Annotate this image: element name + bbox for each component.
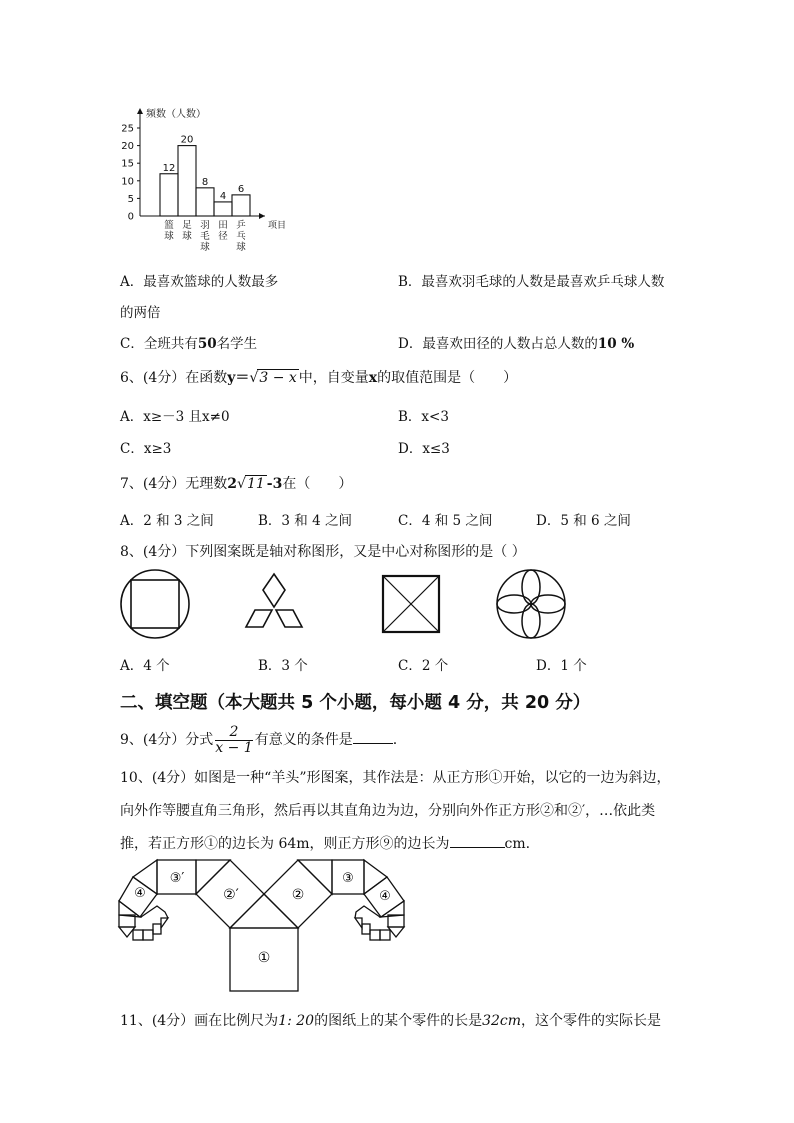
q7-radicand: 11 xyxy=(246,476,265,492)
bar-data-label: 12 xyxy=(162,162,176,174)
category-label-char: 球 xyxy=(182,231,192,242)
bar-4 xyxy=(214,202,232,216)
q8-stem: 8、(4分）下列图案既是轴对称图形，又是中心对称图形的是（ ） xyxy=(120,544,526,560)
category-label-char: 球 xyxy=(236,242,246,253)
q6-variable-x: x xyxy=(368,370,378,386)
figure-four-petal-flower xyxy=(497,570,565,638)
label-square-2: ② xyxy=(291,887,305,903)
label-square-2-prime: ②′ xyxy=(223,887,239,903)
bar-2 xyxy=(178,146,196,216)
q8-option-c: C．2 个 xyxy=(398,658,449,674)
q6-option-c: C．x≥3 xyxy=(120,441,172,457)
q7-stem xyxy=(120,473,352,493)
q5-option-a: A．最喜欢篮球的人数最多 xyxy=(120,274,279,290)
figure-circle-with-square xyxy=(121,570,189,638)
q10-line-3 xyxy=(120,833,530,853)
q5-option-c-suffix: 名学生 xyxy=(216,336,258,352)
y-tick-label: 5 xyxy=(127,193,134,205)
q5-option-c-number: 50 xyxy=(197,336,217,352)
q7-stem-prefix: 7、(4分）无理数 xyxy=(120,476,228,492)
q9-fraction xyxy=(215,725,252,756)
q7-option-d: D．5 和 6 之间 xyxy=(536,513,631,529)
q8-option-a: A．4 个 xyxy=(120,658,170,674)
q7-option-b: B．3 和 4 之间 xyxy=(258,513,352,529)
q11-scale: 1: 20 xyxy=(278,1013,315,1029)
q9-numerator: 2 xyxy=(215,725,252,741)
q10-line-3-prefix: 推，若正方形①的边长为 64m，则正方形⑨的边长为 xyxy=(120,836,450,852)
q6-sqrt-sign: √ xyxy=(249,370,259,386)
label-square-1: ① xyxy=(257,950,271,966)
q8-option-b: B．3 个 xyxy=(258,658,308,674)
q10-line-1: 10、(4分）如图是一种“羊头”形图案，其作法是：从正方形①开始，以它的一边为斜边， xyxy=(120,770,671,786)
q11-length: 32cm xyxy=(482,1013,522,1029)
category-label-char: 球 xyxy=(164,231,174,242)
q10-line-3-suffix: cm. xyxy=(504,836,531,852)
q5-option-b-continued: 的两倍 xyxy=(120,305,161,321)
q9-stem-suffix: 有意义的条件是 xyxy=(254,732,353,748)
q10-line-2: 向外作等腰直角三角形，然后再以其直角边为边，分别向外作正方形②和②′，…依此类 xyxy=(120,803,656,819)
category-label-char: 径 xyxy=(218,231,228,242)
q11-prefix: 11、(4分）画在比例尺为 xyxy=(120,1013,279,1029)
q6-stem-prefix: 6、(4分）在函数 xyxy=(120,370,228,386)
bar-data-label: 8 xyxy=(201,176,209,188)
q6-stem-end: 的取值范围是（ ） xyxy=(377,370,518,386)
q5-option-c xyxy=(120,332,257,352)
q9-stem xyxy=(120,722,397,758)
q7-stem-suffix: 在（ ） xyxy=(282,476,353,492)
y-axis-label: 频数（人数） xyxy=(146,109,206,120)
category-label-char: 田 xyxy=(218,220,228,231)
q8-figures xyxy=(115,568,655,643)
q6-radicand: 3 − x xyxy=(259,370,297,386)
label-square-4-right: ④ xyxy=(379,889,391,904)
figure-square-with-diagonals xyxy=(383,576,439,632)
q11-stem xyxy=(120,1010,661,1030)
y-tick-label: 25 xyxy=(121,123,134,135)
y-tick-label: 0 xyxy=(127,211,134,223)
y-tick-label: 20 xyxy=(121,141,134,153)
category-label-char: 羽 xyxy=(200,220,210,231)
bar-1 xyxy=(160,174,178,216)
q8-option-d: D．1 个 xyxy=(536,658,587,674)
x-axis-label: 项目 xyxy=(268,221,287,231)
x-axis-arrow xyxy=(259,213,265,219)
label-square-4-left: ④ xyxy=(134,886,146,901)
q6-function-y: y＝ xyxy=(227,370,250,386)
category-label-char: 乒 xyxy=(236,220,246,231)
q9-stem-end: . xyxy=(392,732,398,748)
bar-3 xyxy=(196,188,214,216)
q5-option-c-prefix: C．全班共有 xyxy=(120,336,198,352)
q6-option-d: D．x≤3 xyxy=(398,441,450,457)
category-label-char: 毛 xyxy=(200,231,210,242)
q11-middle: 的图纸上的某个零件的长是 xyxy=(314,1013,483,1029)
bar-data-label: 6 xyxy=(237,183,245,195)
q7-coefficient: 2 xyxy=(227,476,238,492)
q10-answer-blank[interactable] xyxy=(450,835,505,848)
q6-stem xyxy=(120,367,517,387)
q5-option-d xyxy=(398,332,634,352)
q9-denominator: x − 1 xyxy=(215,739,253,756)
category-label-char: 球 xyxy=(200,242,210,253)
q5-option-d-number: 10 % xyxy=(597,336,635,352)
y-axis-arrow xyxy=(137,108,143,114)
q6-stem-middle: 中，自变量 xyxy=(298,370,369,386)
y-tick-label: 10 xyxy=(121,176,134,188)
category-label-char: 篮 xyxy=(164,220,174,231)
central-triangle xyxy=(230,894,298,928)
q9-stem-prefix: 9、(4分）分式 xyxy=(120,732,214,748)
q6-option-b: B．x<3 xyxy=(398,409,449,425)
q7-option-a: A．2 和 3 之间 xyxy=(120,513,214,529)
q11-suffix: ，这个零件的实际长是 xyxy=(521,1013,662,1029)
q7-sqrt-sign: √ xyxy=(237,476,246,492)
category-label-char: 乓 xyxy=(236,231,246,242)
category-label-char: 足 xyxy=(182,220,192,231)
q5-option-b: B．最喜欢羽毛球的人数是最喜欢乒乓球人数 xyxy=(398,274,665,290)
q9-answer-blank[interactable] xyxy=(353,731,393,744)
figure-three-rhombuses xyxy=(246,574,302,627)
bar-data-label: 4 xyxy=(219,190,227,202)
q7-minus-three: -3 xyxy=(266,476,283,492)
bar-data-label: 20 xyxy=(180,134,194,146)
section-title-fill-in-blank: 二、填空题（本大题共 5 个小题，每小题 4 分，共 20 分） xyxy=(120,693,591,713)
bar-chart xyxy=(120,100,300,265)
ram-head-figure xyxy=(115,855,415,995)
y-tick-label: 15 xyxy=(121,158,134,170)
q6-option-a: A．x≥－3 且x≠0 xyxy=(120,409,230,425)
q7-option-c: C．4 和 5 之间 xyxy=(398,513,493,529)
label-square-3: ③ xyxy=(342,871,354,886)
label-square-3-prime: ③′ xyxy=(169,871,185,886)
bar-5 xyxy=(232,195,250,216)
q5-option-d-prefix: D．最喜欢田径的人数占总人数的 xyxy=(398,336,598,352)
